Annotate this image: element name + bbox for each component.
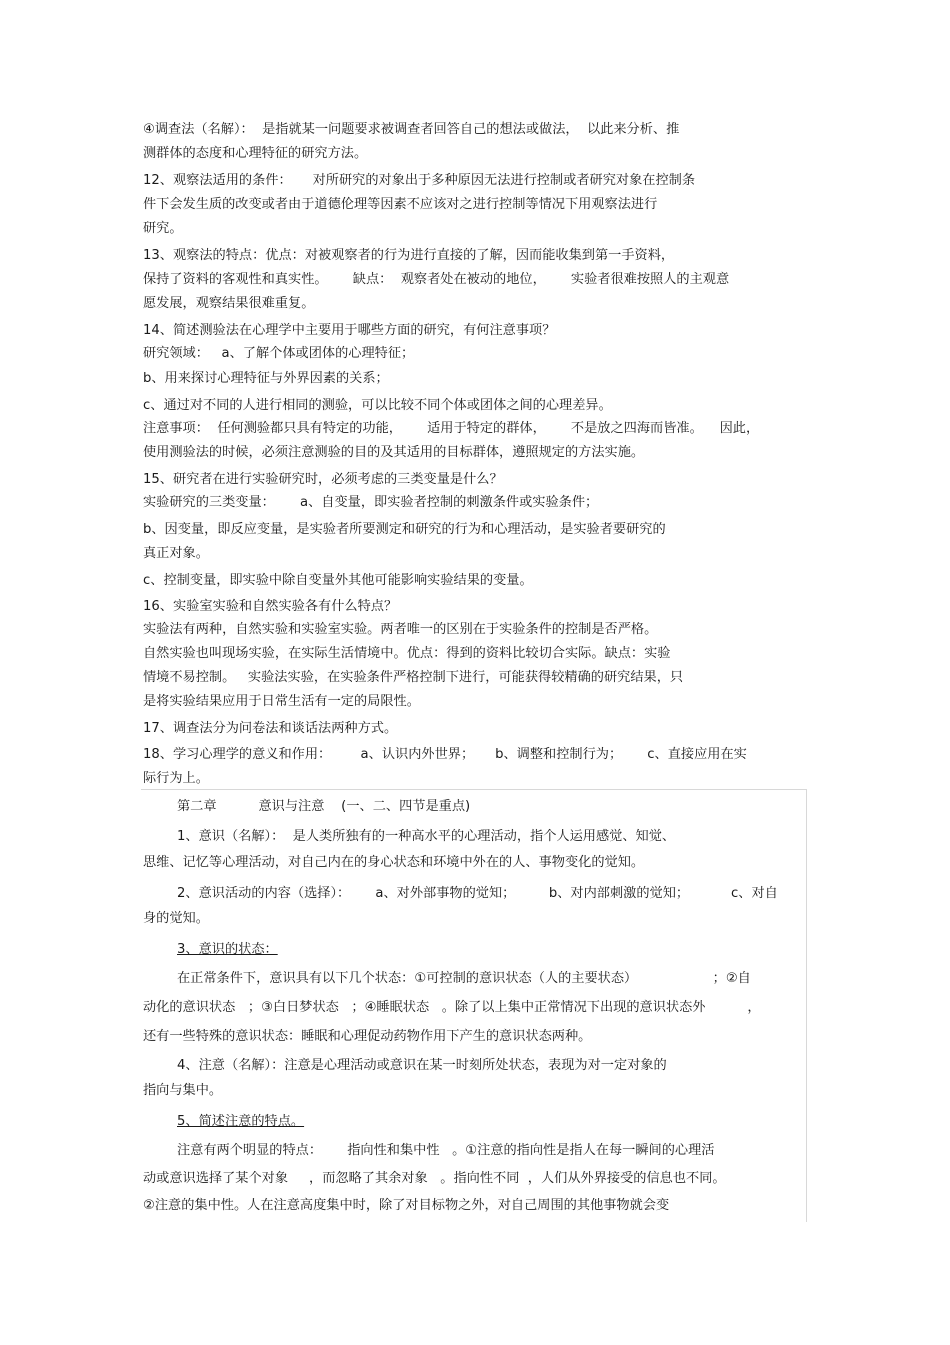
chapter-heading: 第二章 意识与注意 (一、二、四节是重点) [177, 799, 471, 814]
text-line: 在正常条件下，意识具有以下几个状态：①可控制的意识状态（人的主要状态） ；②自 [177, 971, 751, 986]
subheading: 3、意识的状态： [177, 942, 278, 957]
text-line: 17、调查法分为问卷法和谈话法两种方式。 [143, 721, 398, 736]
text-line: 身的觉知。 [143, 911, 209, 926]
text-line: 1、意识（名解）： 是人类所独有的一种高水平的心理活动，指个人运用感觉、知觉、 [177, 829, 676, 844]
text-line: b、用来探讨心理特征与外界因素的关系； [143, 371, 389, 386]
text-line: 指向与集中。 [143, 1083, 223, 1098]
text-line: c、通过对不同的人进行相同的测验，可以比较不同个体或团体之间的心理差异。 [143, 398, 612, 413]
text-line: 动化的意识状态 ；③白日梦状态 ；④睡眠状态 。除了以上集中正常情况下出现的意识状态外 ， [143, 1000, 761, 1015]
text-line: 注意有两个明显的特点： 指向性和集中性 。①注意的指向性是指人在每一瞬间的心理活 [177, 1143, 715, 1158]
text-line: 2、意识活动的内容（选择）： a、对外部事物的觉知； b、对内部刺激的觉知； c、对自 [177, 886, 778, 901]
text-line: 自然实验也叫现场实验，在实际生活情境中。优点：得到的资料比较切合实际。缺点：实验 [143, 646, 671, 661]
text-line: 4、注意（名解）：注意是心理活动或意识在某一时刻所处状态，表现为对一定对象的 [177, 1058, 667, 1073]
text-line: 14、简述测验法在心理学中主要用于哪些方面的研究，有何注意事项？ [143, 323, 556, 338]
text-line: b、因变量，即反应变量，是实验者所要测定和研究的行为和心理活动，是实验者要研究的 [143, 522, 666, 537]
text-line: 15、研究者在进行实验研究时，必须考虑的三类变量是什么？ [143, 472, 503, 487]
text-line: c、控制变量，即实验中除自变量外其他可能影响实验结果的变量。 [143, 573, 533, 588]
text-line: 研究。 [143, 221, 183, 236]
text-line: 18、学习心理学的意义和作用： a、认识内外世界； b、调整和控制行为； c、直接应用在实 [143, 747, 747, 762]
text-line: ②注意的集中性。人在注意高度集中时，除了对目标物之外，对自己周围的其他事物就会变 [143, 1198, 670, 1213]
text-line: 真正对象。 [143, 546, 209, 561]
text-line: 12、观察法适用的条件： 对所研究的对象出于多种原因无法进行控制或者研究对象在控制条 [143, 173, 696, 188]
text-line: 还有一些特殊的意识状态：睡眠和心理促动药物作用下产生的意识状态两种。 [143, 1029, 592, 1044]
text-line: 愿发展，观察结果很难重复。 [143, 296, 315, 311]
text-line: 思维、记忆等心理活动，对自己内在的身心状态和环境中外在的人、事物变化的觉知。 [143, 855, 645, 870]
text-line: 研究领域： a、了解个体或团体的心理特征； [143, 346, 415, 361]
text-line: 使用测验法的时候，必须注意测验的目的及其适用的目标群体，遵照规定的方法实施。 [143, 445, 645, 460]
text-line: 保持了资料的客观性和真实性。 缺点： 观察者处在被动的地位， 实验者很难按照人的主观意 [143, 272, 730, 287]
text-line: 测群体的态度和心理特征的研究方法。 [143, 146, 368, 161]
text-line: 情境不易控制。 实验法实验，在实验条件严格控制下进行，可能获得较精确的研究结果，只 [143, 670, 684, 685]
text-line: 13、观察法的特点：优点：对被观察者的行为进行直接的了解，因而能收集到第一手资料， [143, 248, 675, 263]
text-line: 际行为上。 [143, 771, 209, 786]
text-line: 件下会发生质的改变或者由于道德伦理等因素不应该对之进行控制等情况下用观察法进行 [143, 197, 658, 212]
text-line: 动或意识选择了某个对象 ，而忽略了其余对象 。指向性不同 ，人们从外界接受的信息也不同。 [143, 1171, 726, 1186]
text-line: 注意事项： 任何测验都只具有特定的功能， 适用于特定的群体， 不是放之四海而皆准。 因此， [143, 421, 760, 436]
text-line: ④调查法（名解）： 是指就某一问题要求被调查者回答自己的想法或做法， 以此来分析、推 [143, 122, 680, 137]
text-line: 实验法有两种，自然实验和实验室实验。两者唯一的区别在于实验条件的控制是否严格。 [143, 622, 658, 637]
text-line: 是将实验结果应用于日常生活有一定的局限性。 [143, 694, 420, 709]
text-line: 16、实验室实验和自然实验各有什么特点？ [143, 599, 398, 614]
text-line: 实验研究的三类变量： a、自变量，即实验者控制的刺激条件或实验条件； [143, 495, 599, 510]
subheading: 5、简述注意的特点。 [177, 1114, 305, 1129]
